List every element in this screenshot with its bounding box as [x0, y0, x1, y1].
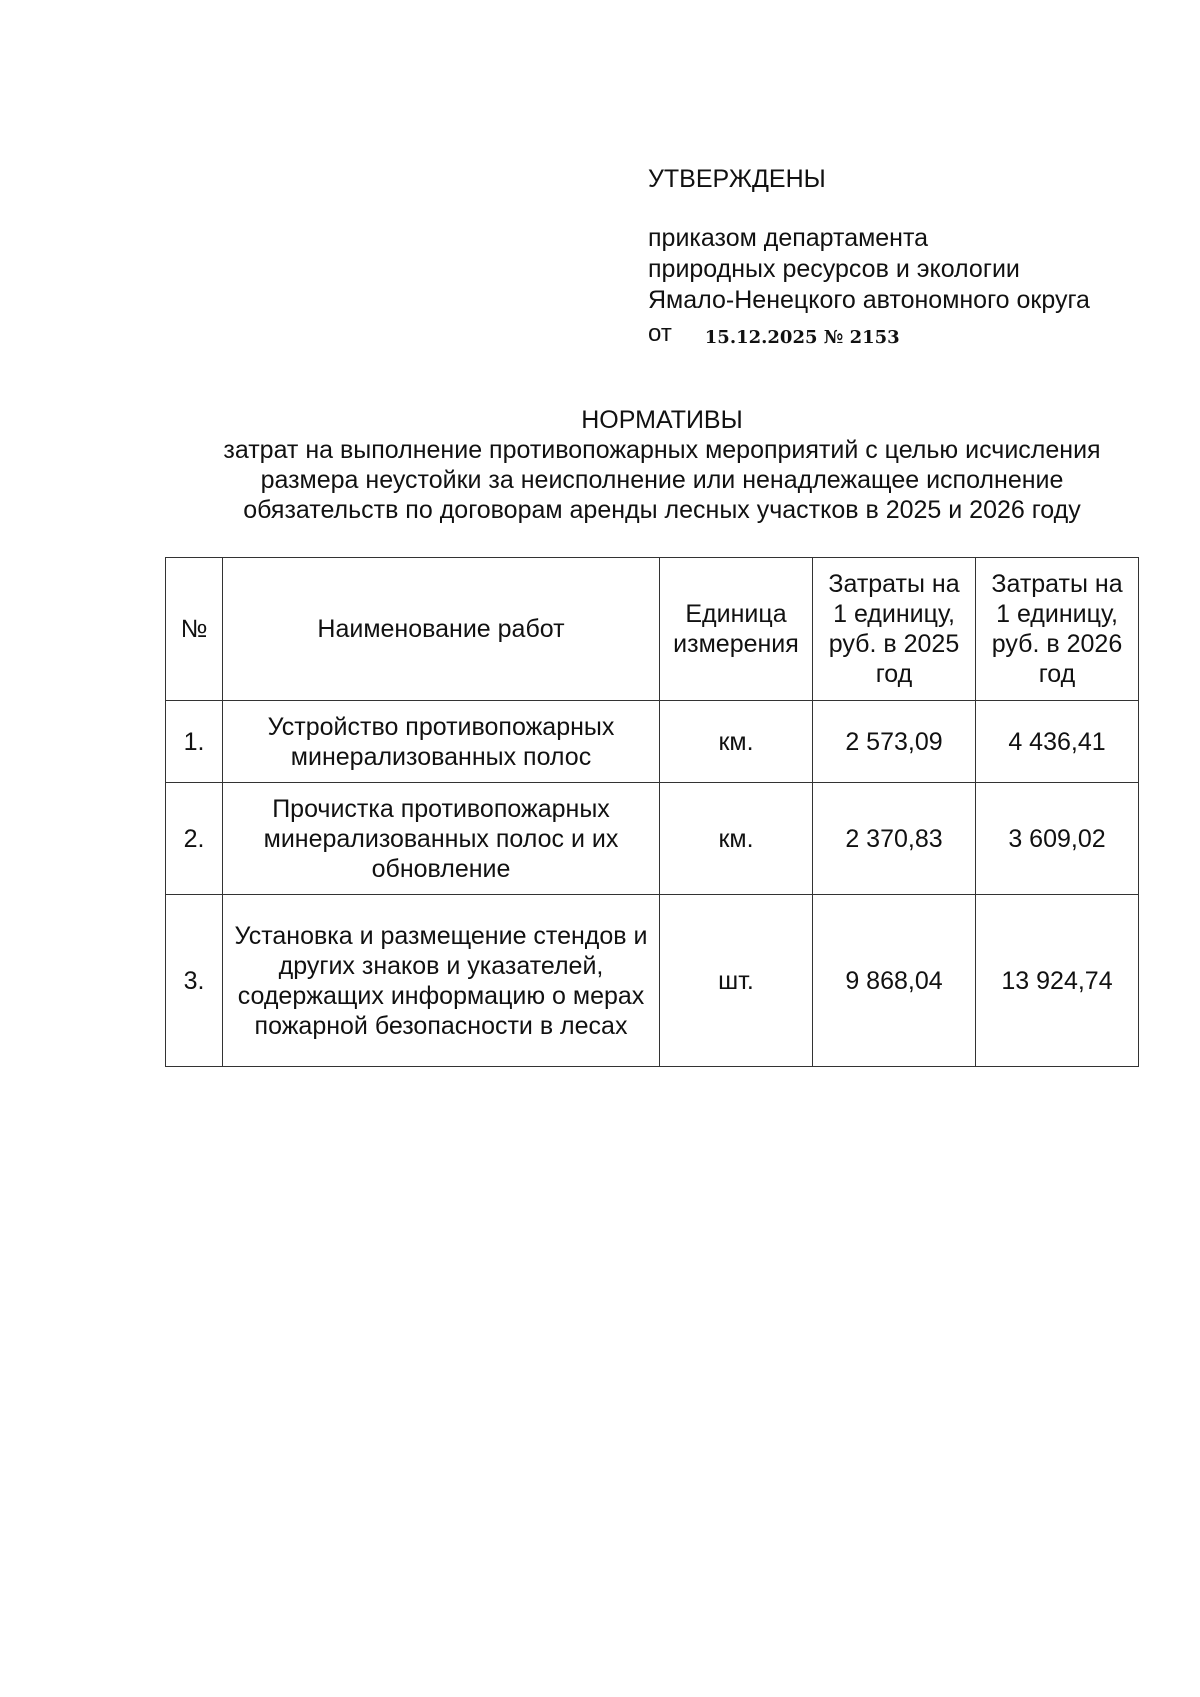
- norms-table: [165, 557, 1139, 1067]
- row-unit: км.: [660, 701, 813, 783]
- document-subtitle-line-3: обязательств по договорам аренды лесных участков в 2025 и 2026 году: [243, 496, 1081, 524]
- header-unit: Единица измерения: [660, 558, 813, 701]
- table-row: [166, 701, 1139, 783]
- header-cost-2026: Затраты на 1 единицу, руб. в 2026 год: [976, 558, 1139, 701]
- approval-block: [648, 164, 1090, 351]
- row-unit: шт.: [660, 895, 813, 1067]
- header-cost-2025: Затраты на 1 единицу, руб. в 2025 год: [813, 558, 976, 701]
- approved-label: УТВЕРЖДЕНЫ: [648, 165, 826, 193]
- approval-line-order: приказом департамента: [648, 224, 929, 252]
- row-name: Устройство противопожарных минерализованных полос: [223, 701, 660, 783]
- row-cost-2025: 2 573,09: [813, 701, 976, 783]
- row-name: Прочистка противопожарных минерализованных полос и их обновление: [223, 783, 660, 895]
- date-prefix: от: [648, 320, 672, 347]
- document-title: НОРМАТИВЫ: [581, 406, 743, 434]
- document-subtitle-line-1: затрат на выполнение противопожарных мероприятий с целью исчисления: [223, 436, 1101, 464]
- row-name: Установка и размещение стендов и других знаков и указателей, содержащих информацию о мерах пожарной безопасности в лесах: [223, 895, 660, 1067]
- table-row: [166, 783, 1139, 895]
- table-header-row: [166, 558, 1139, 701]
- approval-date-row: [648, 318, 1090, 351]
- table-row: [166, 895, 1139, 1067]
- row-num: 1.: [166, 701, 223, 783]
- row-cost-2025: 9 868,04: [813, 895, 976, 1067]
- row-unit: км.: [660, 783, 813, 895]
- row-num: 3.: [166, 895, 223, 1067]
- row-num: 2.: [166, 783, 223, 895]
- row-cost-2026: 4 436,41: [976, 701, 1139, 783]
- row-cost-2026: 3 609,02: [976, 783, 1139, 895]
- approval-line-region: Ямало-Ненецкого автономного округа: [648, 286, 1090, 314]
- row-cost-2026: 13 924,74: [976, 895, 1139, 1067]
- document-subtitle-line-2: размера неустойки за неисполнение или ненадлежащее исполнение: [260, 466, 1064, 494]
- header-name: Наименование работ: [223, 558, 660, 701]
- approval-line-department: природных ресурсов и экологии: [648, 255, 1020, 283]
- header-num: №: [166, 558, 223, 701]
- document-heading: [162, 405, 1162, 525]
- row-cost-2025: 2 370,83: [813, 783, 976, 895]
- order-date-number: 15.12.2025 № 2153: [704, 327, 900, 348]
